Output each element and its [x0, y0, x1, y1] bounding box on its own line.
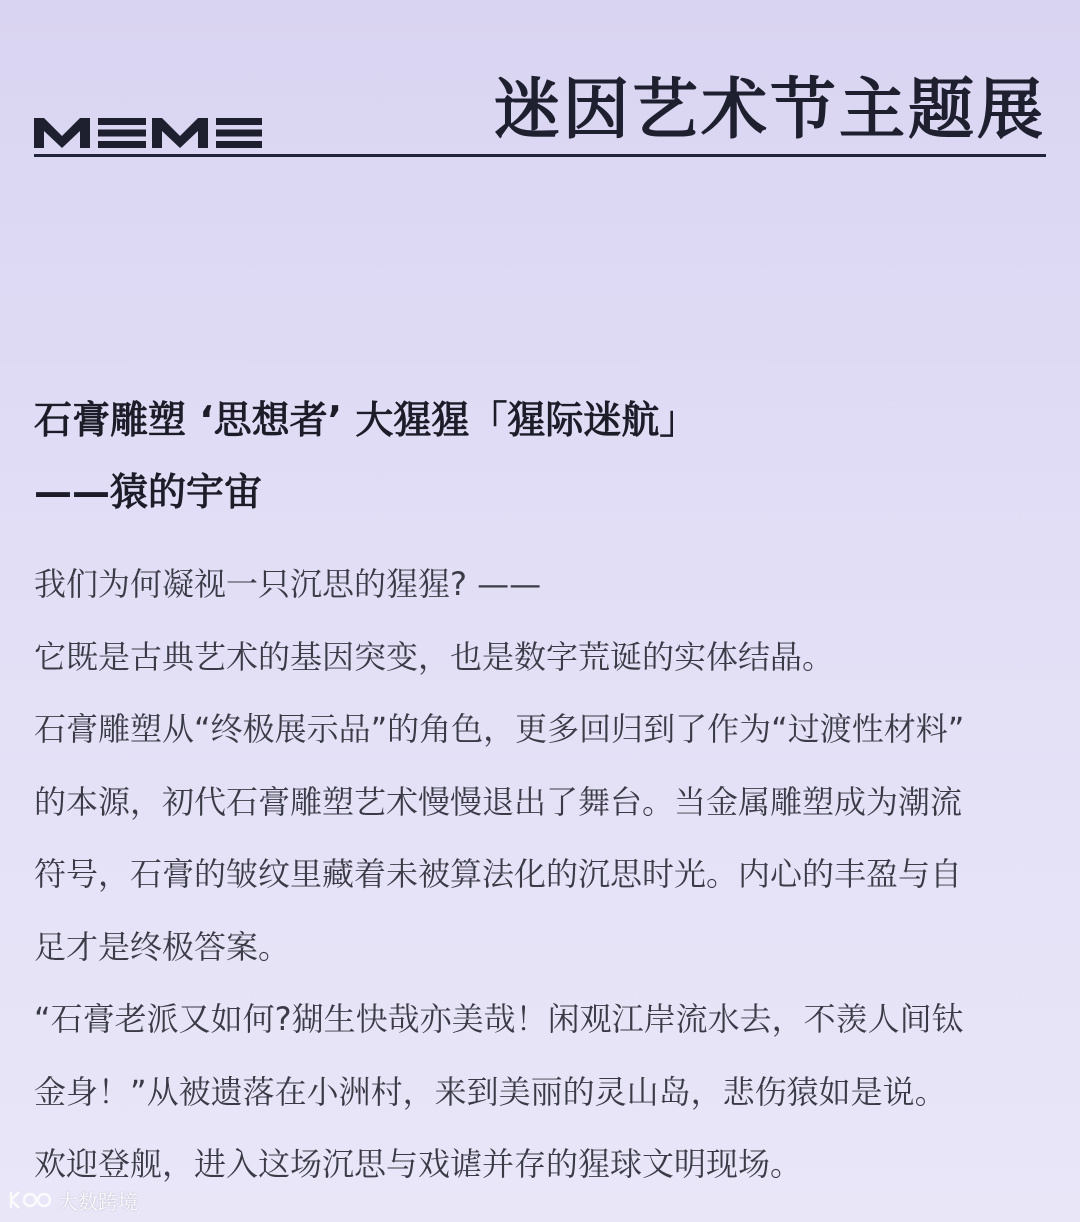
heading-line: ——猿的宇宙	[34, 470, 263, 514]
body-line: 符号，石膏的皱纹里藏着未被算法化的沉思时光。内心的丰盈与自	[34, 855, 963, 893]
eye-logo-icon	[8, 1188, 52, 1212]
watermark-text: 大数跨境	[58, 1189, 138, 1214]
watermark	[8, 1184, 138, 1216]
body-line: “石膏老派又如何?猢生快哉亦美哉！闲观江岸流水去，不羡人间钛	[34, 1000, 964, 1038]
meme-logo-graphic	[34, 114, 264, 148]
body-line: 石膏雕塑从“终极展示品”的角色，更多回归到了作为“过渡性材料”	[34, 710, 965, 748]
body-line: 欢迎登舰，进入这场沉思与戏谑并存的猩球文明现场。	[34, 1145, 803, 1183]
body-line: 的本源，初代石膏雕塑艺术慢慢退出了舞台。当金属雕塑成为潮流	[34, 782, 963, 821]
body-line: 金身！”从被遗落在小洲村，来到美丽的灵山岛，悲伤猿如是说。	[34, 1072, 947, 1111]
header-divider	[34, 154, 1046, 157]
meme-logo	[34, 114, 264, 148]
body-line: 我们为何凝视一只沉思的猩猩? ——	[34, 565, 542, 603]
header	[34, 0, 1046, 158]
body-line: 足才是终极答案。	[34, 927, 291, 966]
body-line: 它既是古典艺术的基因突变，也是数字荒诞的实体结晶。	[34, 637, 835, 676]
article-body	[34, 548, 1054, 1201]
heading-line: 石膏雕塑 ‘思想者’ 大猩猩「猩际迷航」	[34, 398, 698, 442]
page-title: 迷因艺术节主题展	[494, 71, 1046, 148]
article-heading	[34, 384, 1046, 528]
